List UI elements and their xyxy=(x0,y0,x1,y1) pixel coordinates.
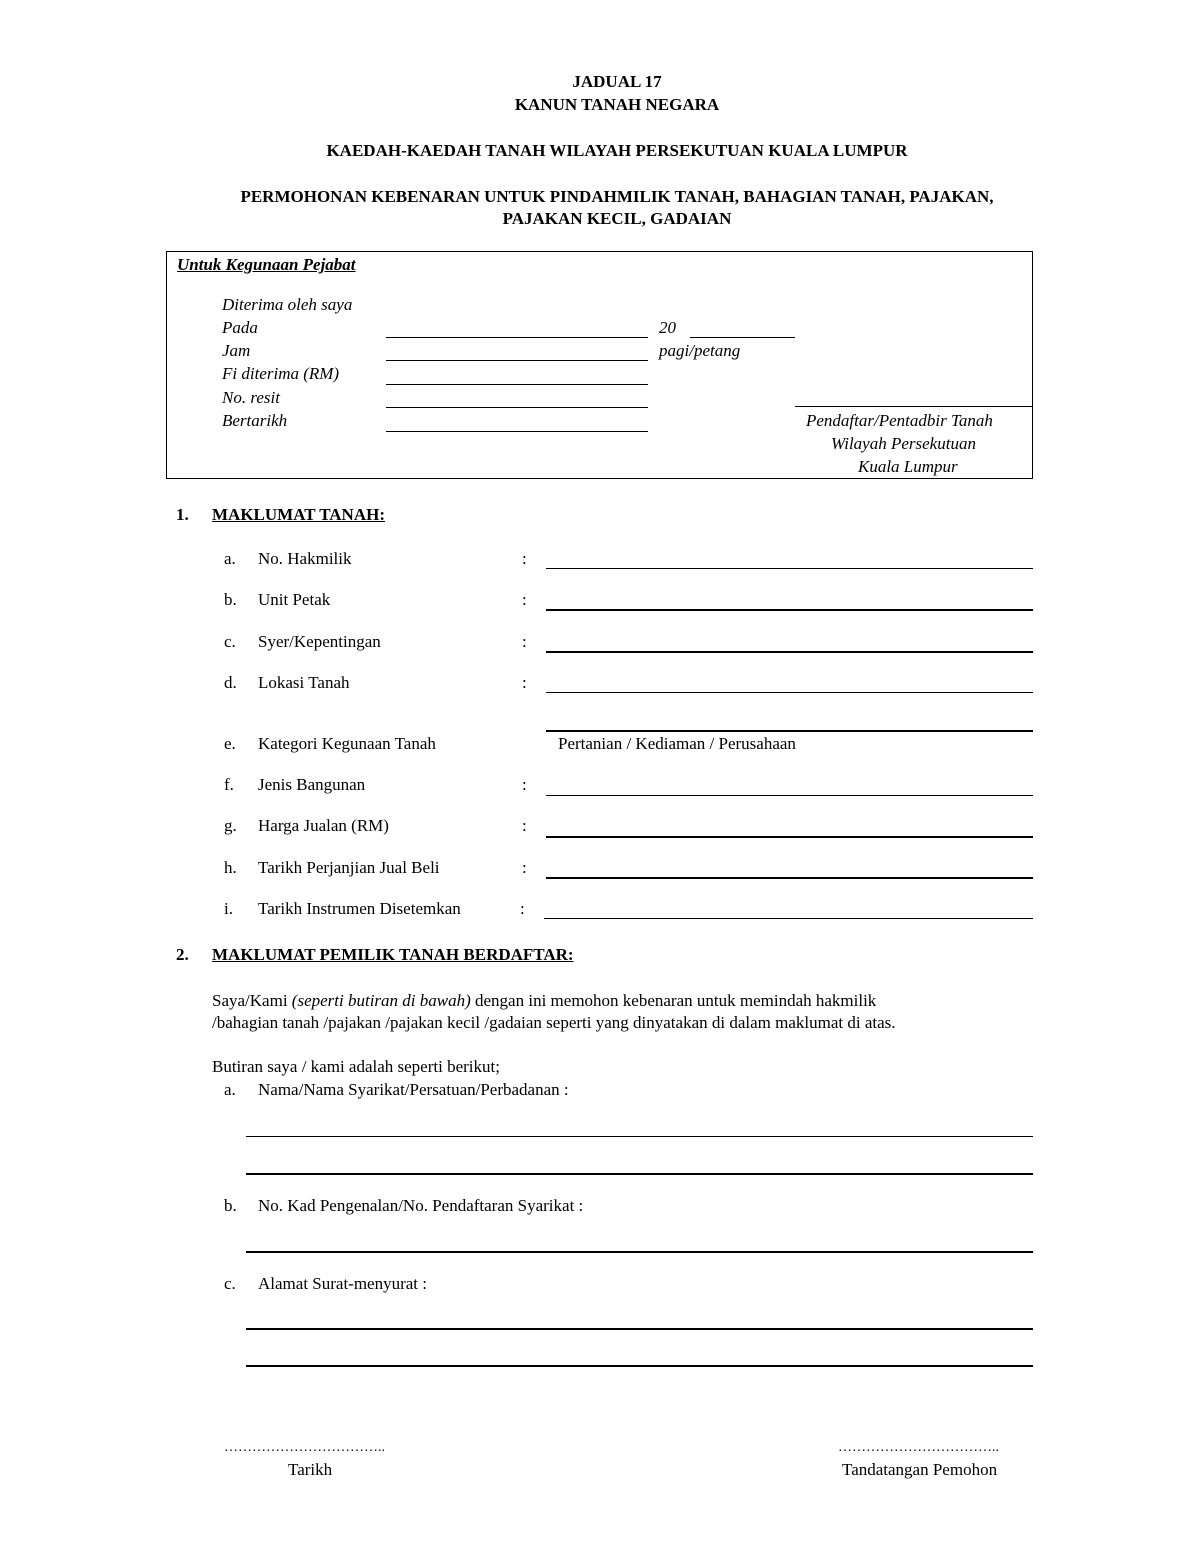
date-dotted-line[interactable]: …………………………….. xyxy=(224,1440,385,1455)
colon: : xyxy=(520,899,525,918)
mailing-address-field-2[interactable] xyxy=(246,1365,1033,1367)
details-intro: Butiran saya / kami adalah seperti berikut; xyxy=(212,1057,500,1076)
share-label: Syer/Kepentingan xyxy=(258,632,381,651)
fee-field[interactable] xyxy=(386,384,648,385)
id-number-field[interactable] xyxy=(246,1251,1033,1253)
jam-field[interactable] xyxy=(386,360,648,361)
land-location-field[interactable] xyxy=(546,692,1033,693)
item-letter: e. xyxy=(224,734,236,753)
year-prefix: 20 xyxy=(659,318,676,337)
owner-name-label: Nama/Nama Syarikat/Persatuan/Perbadanan : xyxy=(258,1080,569,1099)
item-letter: g. xyxy=(224,816,237,835)
section2-title: MAKLUMAT PEMILIK TANAH BERDAFTAR: xyxy=(212,945,574,964)
form-rules-title: KAEDAH-KAEDAH TANAH WILAYAH PERSEKUTUAN KUALA LUMPUR xyxy=(326,141,908,160)
land-use-category-label: Kategori Kegunaan Tanah xyxy=(258,734,436,753)
dated-label: Bertarikh xyxy=(222,411,288,430)
application-statement-line1: Saya/Kami (seperti butiran di bawah) dengan ini memohon kebenaran untuk memindah hakmilik xyxy=(212,991,877,1010)
registrar-title-line3: Kuala Lumpur xyxy=(858,457,958,476)
registrar-title-line1: Pendaftar/Pentadbir Tanah xyxy=(806,411,993,430)
colon: : xyxy=(522,775,527,794)
title-number-field[interactable] xyxy=(546,568,1033,569)
owner-name-field[interactable] xyxy=(246,1136,1033,1137)
colon: : xyxy=(522,816,527,835)
jam-label: Jam xyxy=(222,341,251,360)
mailing-address-label: Alamat Surat-menyurat : xyxy=(258,1274,428,1293)
receipt-field[interactable] xyxy=(386,407,648,408)
sale-price-field[interactable] xyxy=(546,836,1033,838)
item-letter: c. xyxy=(224,632,236,651)
sale-price-label: Harga Jualan (RM) xyxy=(258,816,389,835)
date-label: Tarikh xyxy=(288,1460,333,1479)
colon: : xyxy=(522,632,527,651)
land-use-category-options[interactable]: Pertanian / Kediaman / Perusahaan xyxy=(558,734,796,753)
section1-title: MAKLUMAT TANAH: xyxy=(212,505,385,524)
building-type-label: Jenis Bangunan xyxy=(258,775,366,794)
office-use-title: Untuk Kegunaan Pejabat xyxy=(177,255,356,274)
item-letter: h. xyxy=(224,858,237,877)
item-letter: b. xyxy=(224,1196,237,1215)
share-field[interactable] xyxy=(546,651,1033,653)
pada-field[interactable] xyxy=(386,337,648,338)
sale-agreement-date-field[interactable] xyxy=(546,877,1033,879)
fee-label: Fi diterima (RM) xyxy=(222,364,340,383)
section1-number: 1. xyxy=(176,505,189,524)
pagi-petang-label: pagi/petang xyxy=(659,341,741,360)
section2-number: 2. xyxy=(176,945,189,964)
item-letter: b. xyxy=(224,590,237,609)
dated-field[interactable] xyxy=(386,431,648,432)
owner-name-field-2[interactable] xyxy=(246,1173,1033,1175)
unit-parcel-field[interactable] xyxy=(546,609,1033,611)
mailing-address-field[interactable] xyxy=(246,1328,1033,1330)
colon: : xyxy=(522,590,527,609)
stamping-date-label: Tarikh Instrumen Disetemkan xyxy=(258,899,461,918)
signature-dotted-line[interactable]: …………………………….. xyxy=(838,1440,999,1455)
stamping-date-field[interactable] xyxy=(544,918,1033,919)
form-schedule-title: JADUAL 17 xyxy=(572,72,662,91)
building-type-field[interactable] xyxy=(546,795,1033,796)
land-location-field-2[interactable] xyxy=(546,730,1033,732)
received-by-label: Diterima oleh saya xyxy=(222,295,353,314)
colon: : xyxy=(522,858,527,877)
form-main-title-line2: PAJAKAN KECIL, GADAIAN xyxy=(502,209,732,228)
item-letter: d. xyxy=(224,673,237,692)
registrar-signature-line[interactable] xyxy=(795,406,1033,407)
colon: : xyxy=(522,549,527,568)
application-statement-line2: /bahagian tanah /pajakan /pajakan kecil /gadaian seperti yang dinyatakan di dalam maklumat di atas. xyxy=(212,1013,896,1032)
item-letter: f. xyxy=(224,775,234,794)
sale-agreement-date-label: Tarikh Perjanjian Jual Beli xyxy=(258,858,440,877)
item-letter: c. xyxy=(224,1274,236,1293)
item-letter: i. xyxy=(224,899,233,918)
form-main-title-line1: PERMOHONAN KEBENARAN UNTUK PINDAHMILIK TANAH, BAHAGIAN TANAH, PAJAKAN, xyxy=(240,187,994,206)
form-act-title: KANUN TANAH NEGARA xyxy=(514,95,720,114)
id-number-label: No. Kad Pengenalan/No. Pendaftaran Syarikat : xyxy=(258,1196,584,1215)
pada-label: Pada xyxy=(222,318,258,337)
colon: : xyxy=(522,673,527,692)
receipt-label: No. resit xyxy=(222,388,280,407)
land-location-label: Lokasi Tanah xyxy=(258,673,350,692)
applicant-signature-label: Tandatangan Pemohon xyxy=(842,1460,998,1479)
year-field[interactable] xyxy=(690,337,795,338)
title-number-label: No. Hakmilik xyxy=(258,549,352,568)
registrar-title-line2: Wilayah Persekutuan xyxy=(831,434,976,453)
item-letter: a. xyxy=(224,549,236,568)
unit-parcel-label: Unit Petak xyxy=(258,590,331,609)
item-letter: a. xyxy=(224,1080,236,1099)
